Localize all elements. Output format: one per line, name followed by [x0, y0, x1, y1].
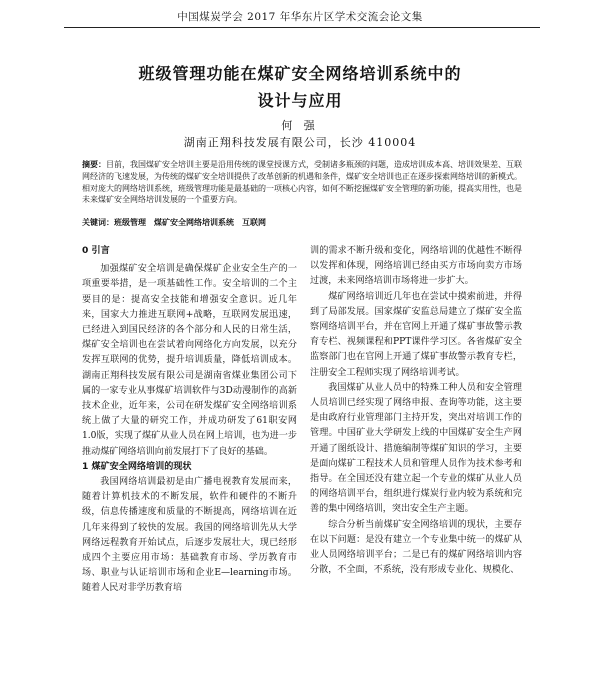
body-paragraph: 我国网络培训最初是由广播电视教育发展而来，随着计算机技术的不断发展，软件和硬件的不断升级，信息传播速度和质量的不断提高，网络培训在近几年来得到了较快的发展。我国的网络培训先从大学网络远程教育开始试点，后逐步发展壮大，现已经形成四个主要应用市场：基础教育市场、学历教育市场、职业与认证培训市场和企业E—learning市场。随着人民对非学历教育培	[82, 477, 297, 594]
paper-title-line-2: 设计与应用	[257, 91, 343, 110]
right-column	[310, 244, 522, 578]
body-paragraph: 训的需求不断升级和变化，网络培训的优越性不断得以发挥和体现，网络培训已经由买方市场向卖方市场过渡，未来网络培训市场将进一步扩大。	[310, 246, 522, 287]
author-affiliation: 湖南正翔科技发展有限公司，长沙 410004	[183, 136, 417, 149]
running-head: 中国煤炭学会 2017 年华东片区学术交流会论文集	[177, 11, 423, 23]
header-rule	[64, 27, 540, 28]
body-paragraph: 加强煤矿安全培训是确保煤矿企业安全生产的一项重要举措，是一项基础性工作。安全培训的二个主要目的是：提高安全技能和增强安全意识。近几年来，国家大力推进互联网+战略，互联网发展迅速，已经进入到国民经济的各个部分和人民的日常生活，煤矿安全培训也在尝试着向网络化方向发展，以充分发挥互联网的优势，提升培训质量，降低培训成本。湖南正翔科技发展有限公司是湖南省煤业集团公司下属的一家专业从事煤矿培训软件与3D动漫制作的高新技术企业，近年来，公司在研发煤矿安全网络培训系统上做了大量的研究工作，并成功研发了61职安网1.0版，实现了煤矿从业人员在网上培训，也为进一步推动煤矿网络培训向前发展打下了良好的基础。	[82, 264, 297, 457]
body-paragraph: 我国煤矿从业人员中的特殊工种人员和安全管理人员培训已经实现了网络申报、查询等功能，这主要是由政府行业管理部门主持开发，突出对培训工作的管理。中国矿业大学研发上线的中国煤矿安全生产网开通了图纸设计、措施编制等煤矿知识的学习，主要是面向煤矿工程技术人员和管理人员作为技术参考和指导。在全国还没有建立起一个专业的煤矿从业人员的网络培训平台，组织进行煤炭行业内较为系统和完善的集中网络培训，突出安全生产主题。	[310, 382, 522, 515]
body-paragraph: 煤矿网络培训近几年也在尝试中摸索前进，并得到了局部发展。国家煤矿安监总局建立了煤矿安全监察网络培训平台，并在官网上开通了煤矿事故警示教育专栏、视频课程和PPT课件学习区。各省煤矿安全监察部门也在官网上开通了煤矿事故警示教育专栏，注册安全工程师实现了网络培训考试。	[310, 291, 522, 378]
left-column	[82, 244, 297, 597]
author-name: 何 强	[281, 119, 319, 132]
keywords-text: 班级管理 煤矿安全网络培训系统 互联网	[114, 218, 266, 227]
section-1-heading: 1 煤矿安全网络培训的现状	[82, 461, 192, 472]
abstract-text: 目前，我国煤矿安全培训主要是沿用传统的课堂授课方式，受制诸多瓶颈的问题，造成培训成本高、培训效果差、互联网经济的飞速发展，为传统的煤矿安全培训提供了改革创新的机遇和条件，煤矿安全培训也正在逐步探索网络培训的新模式。相对庞大的网络培训系统，班级管理功能是最基础的一项核心内容，如何不断挖掘煤矿安全管理的新功能，提高实用性，也是未来煤矿安全网络培训发展的一个重要方向。	[82, 160, 522, 205]
abstract	[82, 159, 522, 206]
keywords	[82, 217, 522, 229]
keywords-label: 关键词：	[82, 218, 114, 227]
body-paragraph: 综合分析当前煤矿安全网络培训的现状，主要存在以下问题：是没有建立一个专业集中统一的煤矿从业人员网络培训平台；二是已有的煤矿网络培训内容分散，不全面，不系统，没有形成专业化、规模化、	[310, 519, 522, 576]
section-0-heading: 0 引言	[82, 246, 110, 256]
abstract-label: 摘要：	[82, 160, 106, 169]
paper-title-line-1: 班级管理功能在煤矿安全网络培训系统中的	[138, 64, 462, 83]
